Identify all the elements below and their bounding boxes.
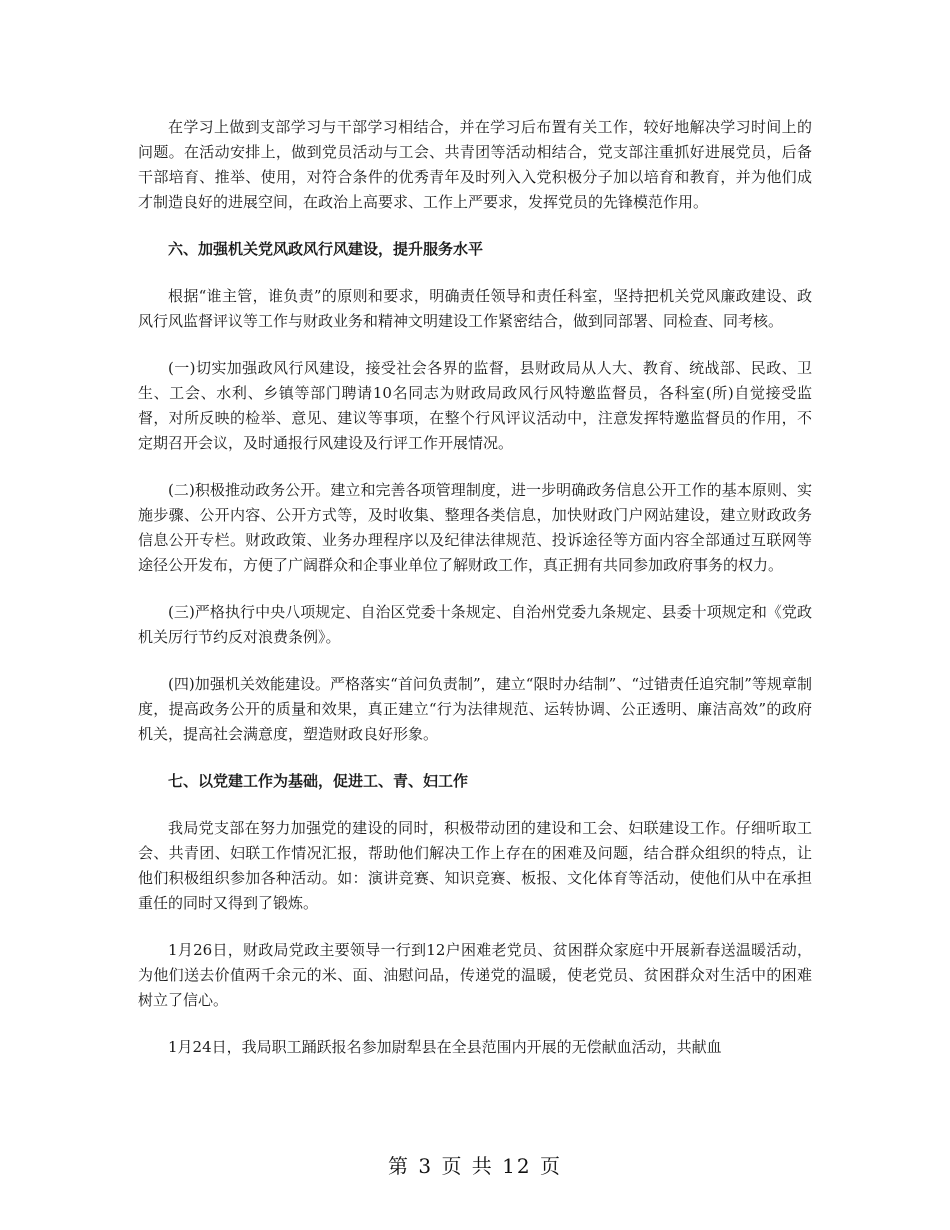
paragraph-jan-26: 1月26日，财政局党政主要领导一行到12户困难老党员、贫困群众家庭中开展新春送温暖活动，为他们送去价值两千余元的米、面、油慰问品，传递党的温暖，使老党员、贫困群众对生活中的困难树立了信心。 bbox=[138, 941, 812, 1009]
paragraph-mass-organizations: 我局党支部在努力加强党的建设的同时，积极带动团的建设和工会、妇联建设工作。仔细听取工会、共青团、妇联工作情况汇报，帮助他们解决工作上存在的困难及问题，结合群众组织的特点，让他们积极组织参加各种活动。如：演讲竞赛、知识竞赛、板报、文化体育等活动，使他们从中在承担重任的同时又得到了锻炼。 bbox=[138, 819, 812, 912]
paragraph-item-three: (三)严格执行中央八项规定、自治区党委十条规定、自治州党委九条规定、县委十项规定和《党政机关厉行节约反对浪费条例》。 bbox=[138, 603, 812, 646]
paragraph-responsibility: 根据“谁主管，谁负责”的原则和要求，明确责任领导和责任科室，坚持把机关党风廉政建设、政风行风监督评议等工作与财政业务和精神文明建设工作紧密结合，做到同部署、同检查、同考核。 bbox=[138, 287, 812, 330]
paragraph-study-activities: 在学习上做到支部学习与干部学习相结合，并在学习后布置有关工作，较好地解决学习时间上的问题。在活动安排上，做到党员活动与工会、共青团等活动相结合，党支部注重抓好进展党员，后备干部培育、推举、使用，对符合条件的优秀青年及时列入入党积极分子加以培育和教育，并为他们成才制造良好的进展空间，在政治上高要求、工作上严要求，发挥党员的先锋模范作用。 bbox=[138, 118, 812, 211]
section-heading-six: 六、加强机关党风政风行风建设，提升服务水平 bbox=[168, 240, 484, 258]
paragraph-jan-24: 1月24日，我局职工踊跃报名参加尉犁县在全县范围内开展的无偿献血活动，共献血 bbox=[168, 1038, 722, 1056]
paragraph-item-two: (二)积极推动政务公开。建立和完善各项管理制度，进一步明确政务信息公开工作的基本原则、实施步骤、公开内容、公开方式等，及时收集、整理各类信息，加快财政门户网站建设，建立财政政务信息公开专栏。财政政策、业务办理程序以及纪律法律规范、投诉途径等方面内容全部通过互联网等途径公开发布，方便了广阔群众和企事业单位了解财政工作，真正拥有共同参加政府事务的权力。 bbox=[138, 481, 812, 574]
page-number-footer: 第 3 页 共 12 页 bbox=[388, 1154, 562, 1178]
paragraph-item-four: (四)加强机关效能建设。严格落实“首问负责制”，建立“限时办结制”、“过错责任追究制”等规章制度，提高政务公开的质量和效果，真正建立“行为法律规范、运转协调、公正透明、廉洁高效”的政府机关，提高社会满意度，塑造财政良好形象。 bbox=[138, 675, 812, 743]
section-heading-seven: 七、以党建工作为基础，促进工、青、妇工作 bbox=[168, 772, 469, 790]
document-body bbox=[138, 115, 812, 1082]
paragraph-item-one: (一)切实加强政风行风建设，接受社会各界的监督，县财政局从人大、教育、统战部、民政、卫生、工会、水利、乡镇等部门聘请10名同志为财政局政风行风特邀监督员，各科室(所)自觉接受监督，对所反映的检举、意见、建议等事项，在整个行风评议活动中，注意发挥特邀监督员的作用，不定期召开会议，及时通报行风建设及行评工作开展情况。 bbox=[138, 359, 812, 452]
